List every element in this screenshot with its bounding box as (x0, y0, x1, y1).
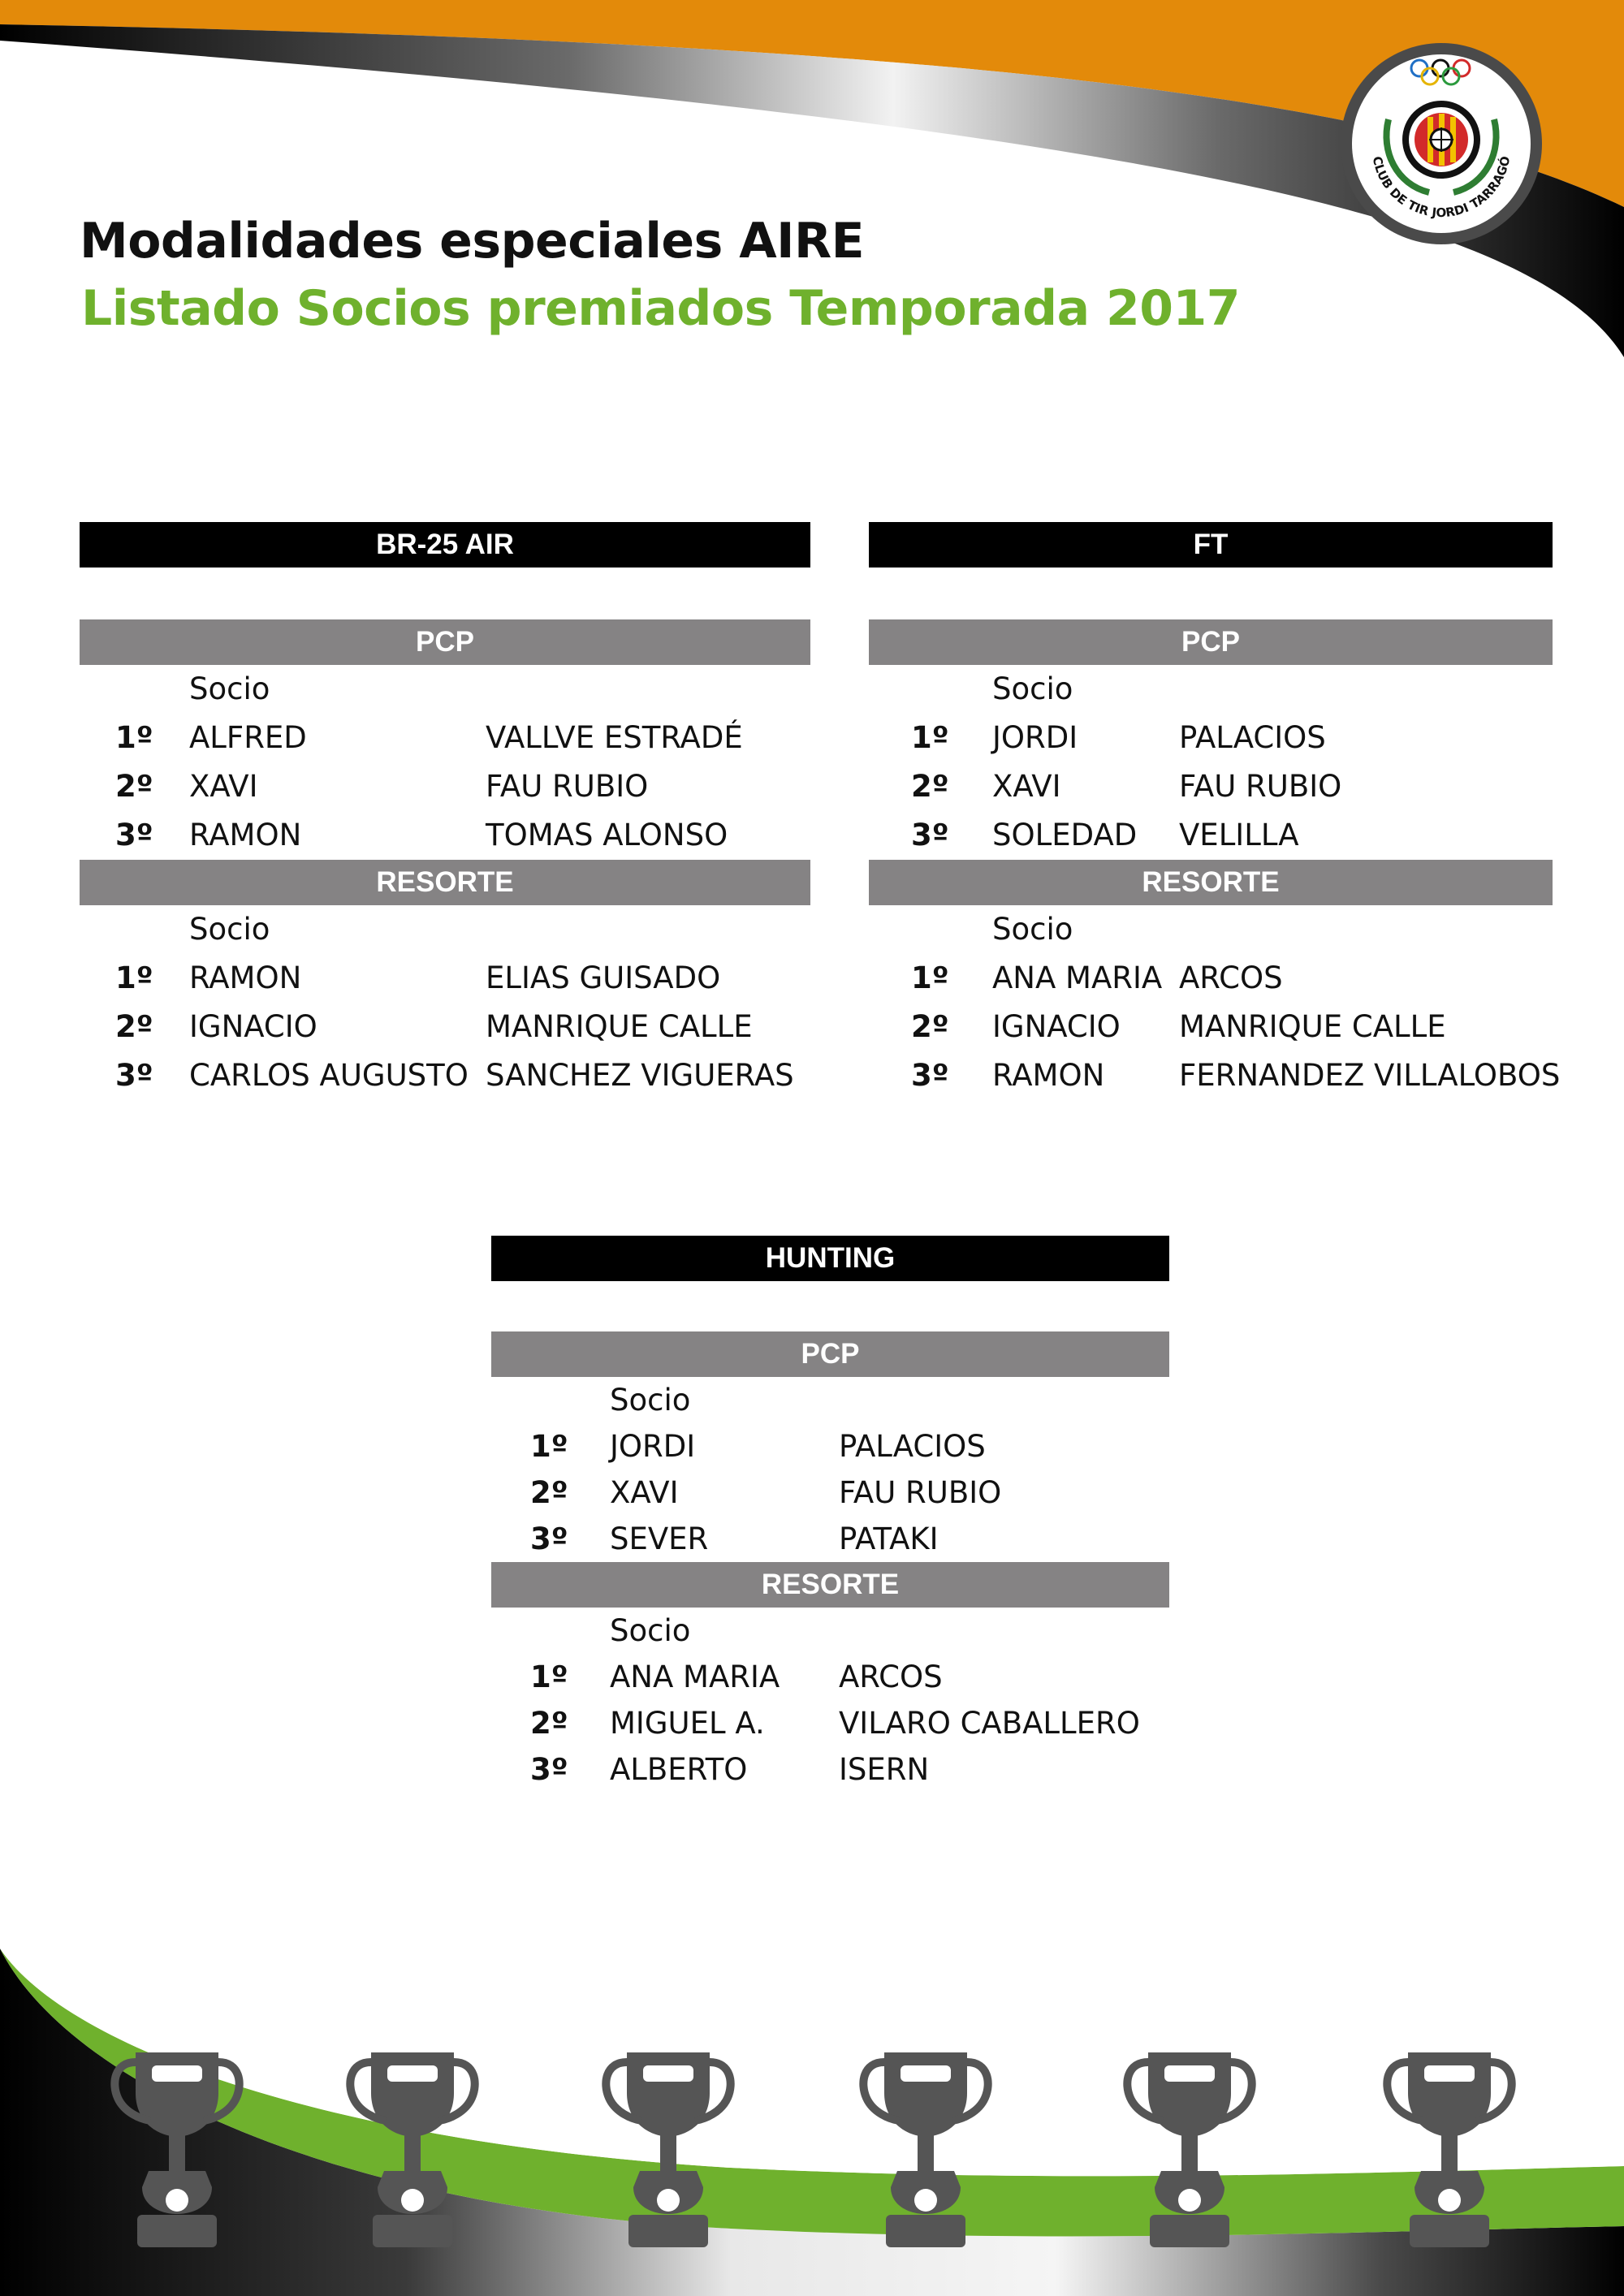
subsection-header-pcp: PCP (80, 619, 810, 665)
list-item (869, 954, 1553, 1003)
list-item (491, 1470, 1169, 1516)
list-item (869, 762, 1553, 811)
list-item (869, 1051, 1561, 1100)
list-item (491, 1700, 1169, 1746)
place-label: 1º (911, 720, 949, 755)
club-logo (1340, 42, 1543, 245)
place-label: 2º (530, 1706, 568, 1741)
list-item (869, 811, 1553, 860)
first-name: IGNACIO (189, 1009, 317, 1044)
place-label: 1º (115, 960, 153, 995)
subsection-header-pcp: PCP (491, 1331, 1169, 1377)
last-name: ISERN (839, 1752, 930, 1787)
list-item (491, 1654, 1169, 1700)
first-name: ALFRED (189, 720, 307, 755)
first-name: ANA MARIA (610, 1659, 780, 1694)
first-name: XAVI (992, 769, 1061, 804)
list-item (869, 1003, 1553, 1051)
section-title: BR-25 AIR (80, 522, 810, 568)
list-item (80, 714, 810, 762)
first-name: XAVI (189, 769, 258, 804)
trophy-icon (343, 2044, 482, 2255)
trophy-icon (1121, 2044, 1259, 2255)
trophy-icon (857, 2044, 995, 2255)
list-item (80, 1051, 810, 1100)
place-label: 2º (115, 769, 153, 804)
socio-header: Socio (610, 1613, 691, 1648)
socio-header: Socio (189, 671, 270, 706)
subsection-header-pcp: PCP (869, 619, 1553, 665)
list-item (80, 1003, 810, 1051)
svg-text:CLUB DE TIR JORDI TARRAGÓ: CLUB DE TIR JORDI TARRAGÓ (1369, 154, 1514, 221)
list-item (80, 762, 810, 811)
socio-header: Socio (610, 1383, 691, 1418)
place-label: 3º (911, 1058, 949, 1093)
list-item (80, 811, 810, 860)
last-name: FERNANDEZ VILLALOBOS (1179, 1058, 1561, 1093)
list-item (80, 954, 810, 1003)
place-label: 1º (911, 960, 949, 995)
first-name: ANA MARIA (992, 960, 1163, 995)
page-title: Modalidades especiales AIRE (80, 213, 865, 270)
place-label: 1º (530, 1429, 568, 1464)
subsection-header-resorte: RESORTE (491, 1562, 1169, 1608)
first-name: SOLEDAD (992, 818, 1138, 852)
last-name: VALLVE ESTRADÉ (486, 720, 743, 755)
last-name: PALACIOS (1179, 720, 1326, 755)
socio-header: Socio (992, 912, 1073, 947)
first-name: SEVER (610, 1521, 709, 1556)
place-label: 3º (911, 818, 949, 852)
page-subtitle: Listado Socios premiados Temporada 2017 (81, 280, 1240, 337)
socio-header: Socio (992, 671, 1073, 706)
list-item (491, 1516, 1169, 1562)
first-name: MIGUEL A. (610, 1706, 765, 1741)
place-label: 2º (530, 1475, 568, 1510)
last-name: MANRIQUE CALLE (1179, 1009, 1446, 1044)
last-name: ELIAS GUISADO (486, 960, 721, 995)
last-name: FAU RUBIO (486, 769, 649, 804)
place-label: 3º (115, 1058, 153, 1093)
socio-header: Socio (189, 912, 270, 947)
last-name: PALACIOS (839, 1429, 986, 1464)
place-label: 3º (530, 1752, 568, 1787)
last-name: TOMAS ALONSO (486, 818, 728, 852)
last-name: VILARO CABALLERO (839, 1706, 1140, 1741)
first-name: CARLOS AUGUSTO (189, 1058, 469, 1093)
place-label: 2º (911, 769, 949, 804)
first-name: RAMON (992, 1058, 1105, 1093)
place-label: 1º (115, 720, 153, 755)
trophy-icon (599, 2044, 737, 2255)
section-title: FT (869, 522, 1553, 568)
place-label: 3º (530, 1521, 568, 1556)
place-label: 3º (115, 818, 153, 852)
subsection-header-resorte: RESORTE (80, 860, 810, 905)
section-ft (869, 522, 1561, 1100)
first-name: IGNACIO (992, 1009, 1121, 1044)
list-item (869, 714, 1553, 762)
last-name: ARCOS (839, 1659, 943, 1694)
place-label: 2º (911, 1009, 949, 1044)
list-item (491, 1746, 1169, 1793)
last-name: FAU RUBIO (839, 1475, 1002, 1510)
first-name: RAMON (189, 818, 302, 852)
first-name: JORDI (992, 720, 1078, 755)
last-name: ARCOS (1179, 960, 1283, 995)
place-label: 1º (530, 1659, 568, 1694)
place-label: 2º (115, 1009, 153, 1044)
last-name: PATAKI (839, 1521, 939, 1556)
first-name: XAVI (610, 1475, 679, 1510)
section-br25 (80, 522, 810, 1100)
list-item (491, 1423, 1169, 1470)
subsection-header-resorte: RESORTE (869, 860, 1553, 905)
trophy-icon (1380, 2044, 1518, 2255)
last-name: MANRIQUE CALLE (486, 1009, 753, 1044)
trophy-icon (108, 2044, 246, 2255)
section-hunting (491, 1236, 1169, 1793)
last-name: VELILLA (1179, 818, 1299, 852)
first-name: ALBERTO (610, 1752, 748, 1787)
last-name: FAU RUBIO (1179, 769, 1342, 804)
last-name: SANCHEZ VIGUERAS (486, 1058, 794, 1093)
first-name: JORDI (610, 1429, 696, 1464)
first-name: RAMON (189, 960, 302, 995)
section-title: HUNTING (491, 1236, 1169, 1281)
